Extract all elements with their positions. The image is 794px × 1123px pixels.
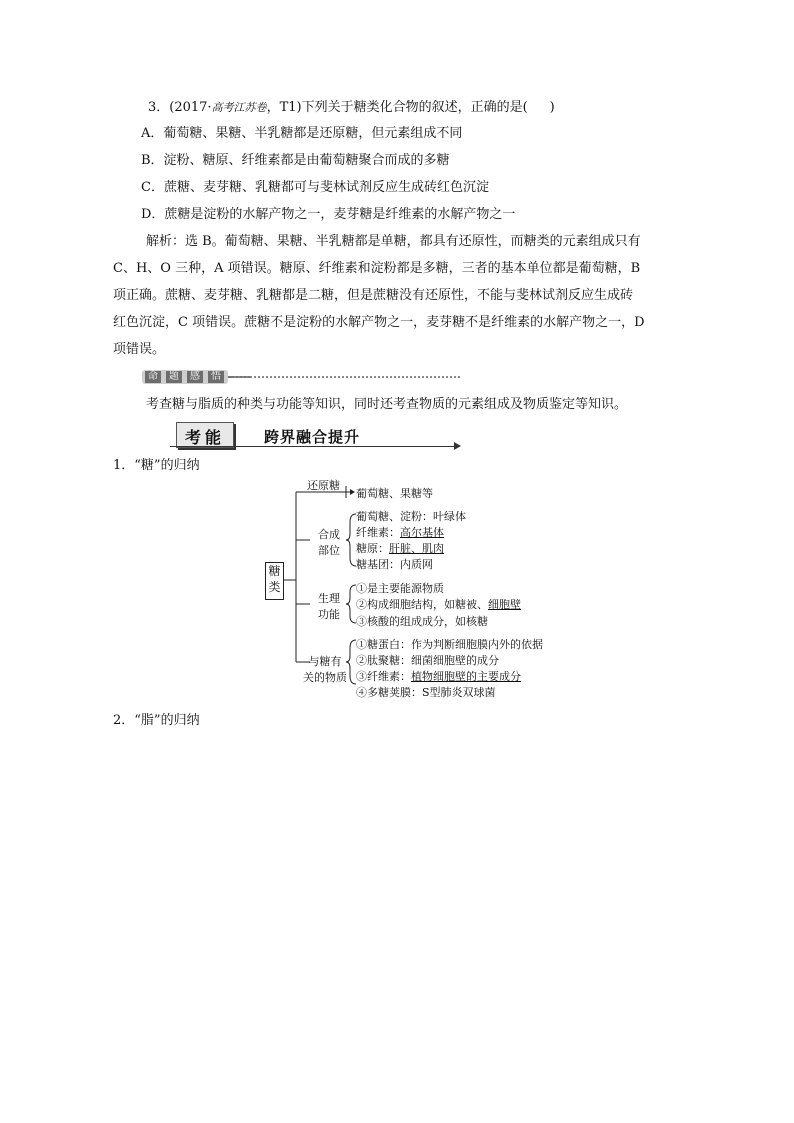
insight-banner <box>142 370 462 384</box>
sugar-heading: 1．“糖”的归纳 <box>113 458 200 473</box>
dotted-divider <box>234 376 460 378</box>
sugar-diagram <box>262 479 582 702</box>
branch-synthesis-label: 合成 部位 <box>318 528 340 557</box>
section-title: 跨界融合提升 <box>264 428 361 446</box>
analysis-line-4: 红色沉淀，C 项错误。蔗糖不是淀粉的水解产物之一，麦芽糖不是纤维素的水解产物之一，D <box>113 315 645 330</box>
synthesis-row: 糖基团：内质网 <box>356 558 433 571</box>
insight-tag-char: 感 <box>187 371 203 383</box>
related-row: ①糖蛋白：作为判断细胞膜内外的依据 <box>356 638 543 651</box>
synthesis-row: 葡萄糖、淀粉：叶绿体 <box>356 510 466 523</box>
related-row: ④多糖荚膜：S型肺炎双球菌 <box>356 686 496 699</box>
function-row: ①是主要能源物质 <box>356 582 444 595</box>
related-row: ②肽聚糖：细菌细胞壁的成分 <box>356 654 499 667</box>
branch-related-label: 与糖有 关的物质 <box>303 655 347 684</box>
analysis-line-3: 项正确。蔗糖、麦芽糖、乳糖都是二糖，但是蔗糖没有还原性，不能与斐林试剂反应生成砖 <box>113 288 634 303</box>
insight-text: 考查糖与脂质的种类与功能等知识，同时还考查物质的元素组成及物质鉴定等知识。 <box>146 397 628 412</box>
synthesis-row: 纤维素：高尔基体 <box>356 526 444 539</box>
option-b: B．淀粉、糖原、纤维素都是由葡萄糖聚合而成的多糖 <box>141 153 450 168</box>
option-c: C．蔗糖、麦芽糖、乳糖都可与斐林试剂反应生成砖红色沉淀 <box>141 180 489 195</box>
related-row: ③纤维素：植物细胞壁的主要成分 <box>356 670 521 683</box>
analysis-line-5: 项错误。 <box>113 342 166 357</box>
function-row: ③核酸的组成成分，如核糖 <box>356 615 488 628</box>
option-a: A．葡萄糖、果糖、半乳糖都是还原糖，但元素组成不同 <box>141 126 463 141</box>
question-source: 高考江苏卷 <box>211 101 267 114</box>
analysis-line-2: C、H、O 三种，A 项错误。糖原、纤维素和淀粉都是多糖，三者的基本单位都是葡萄糖，B <box>113 261 641 276</box>
insight-tag-char: 题 <box>166 371 182 383</box>
section-badge: 考能 <box>176 422 234 448</box>
function-row: ②构成细胞结构，如糖被、细胞壁 <box>356 598 521 611</box>
branch-reducing-label: 还原糖 <box>307 479 340 492</box>
branch-function-label: 生理 功能 <box>318 592 340 621</box>
lipid-heading: 2．“脂”的归纳 <box>113 713 200 728</box>
branch-reducing-content: 葡萄糖、果糖等 <box>356 487 433 500</box>
option-d: D．蔗糖是淀粉的水解产物之一，麦芽糖是纤维素的水解产物之一 <box>141 207 516 222</box>
insight-tag-char: 悟 <box>208 371 224 383</box>
section-header <box>170 422 462 448</box>
synthesis-row: 糖原：肝脏、肌肉 <box>356 542 444 555</box>
root-node: 糖 类 <box>265 562 284 600</box>
arrow-icon <box>454 442 461 450</box>
analysis-line-1: 解析：选 B。葡萄糖、果糖、半乳糖都是单糖，都具有还原性，而糖类的元素组成只有 <box>146 234 641 249</box>
insight-tag-char: 命 <box>145 371 161 383</box>
question-stem: 3．(2017·高考江苏卷，T1)下列关于糖类化合物的叙述，正确的是( ) <box>148 100 555 115</box>
